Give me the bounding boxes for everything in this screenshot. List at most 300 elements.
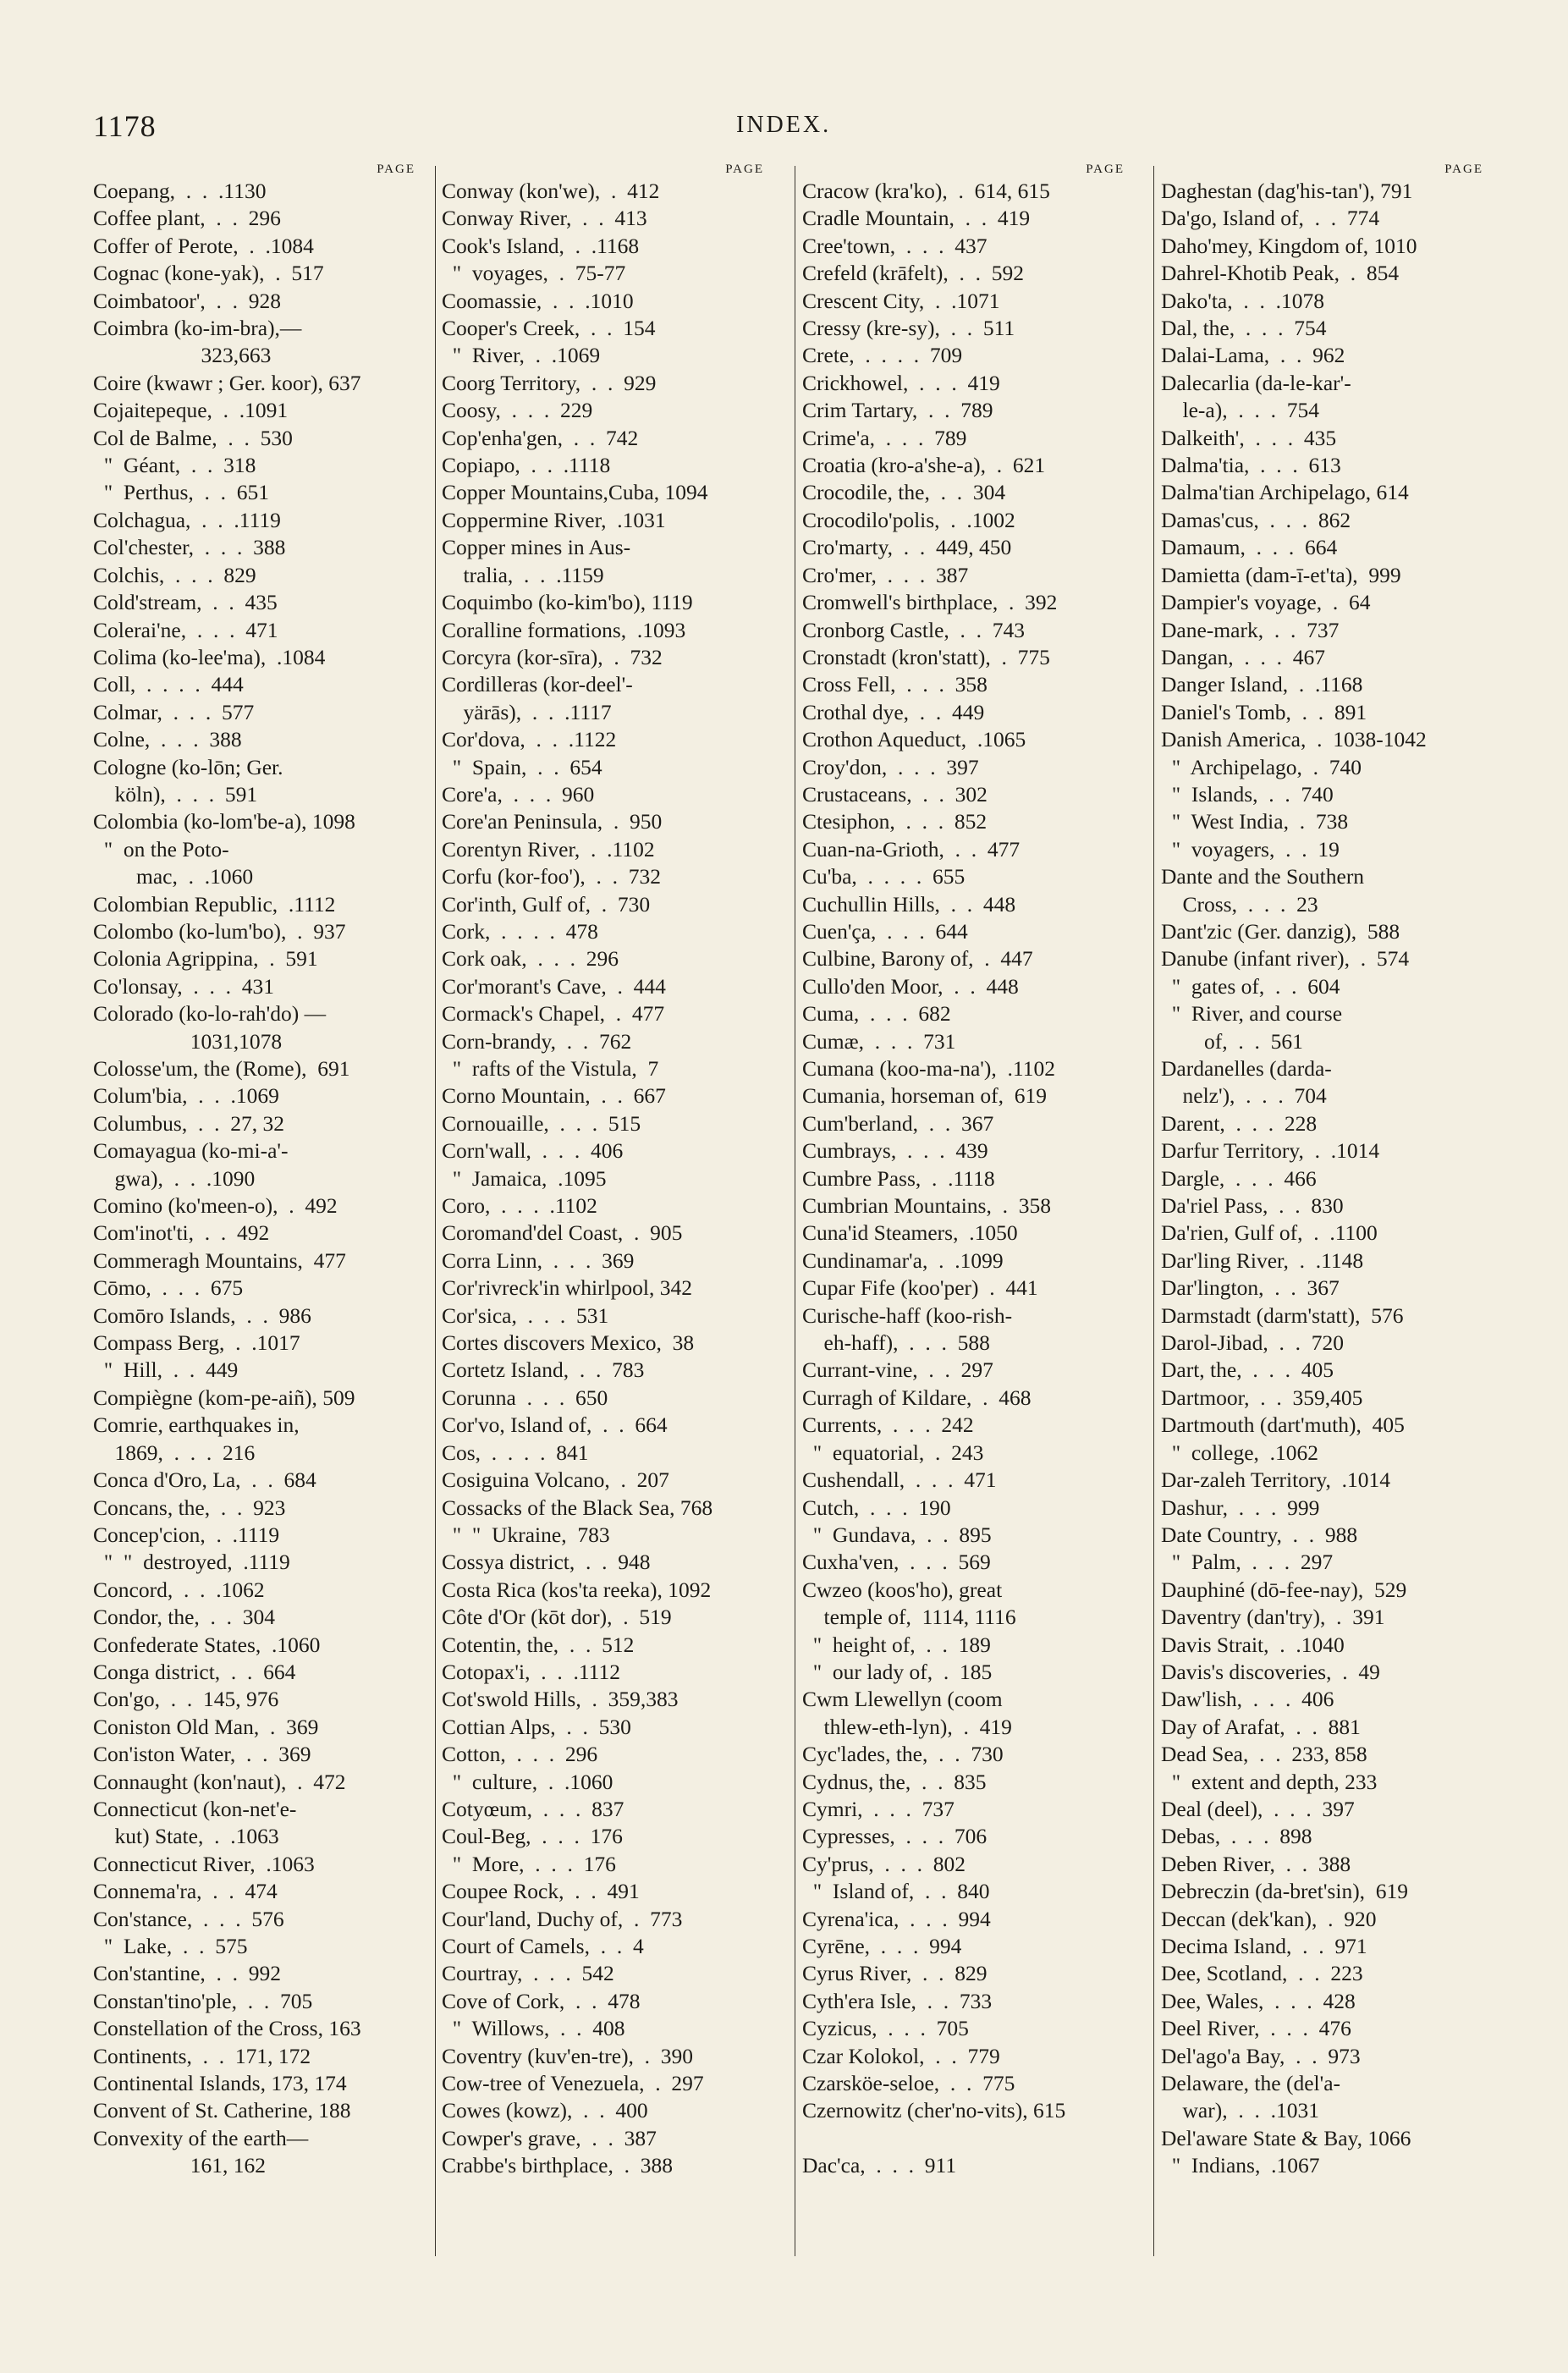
index-entry: Debreczin (da-bret'sin), 619 bbox=[1161, 1879, 1409, 1904]
index-entry: Cuen'ça, . . . 644 bbox=[802, 918, 968, 944]
index-entry: Cwzeo (koos'ho), great bbox=[802, 1577, 1003, 1602]
index-entry: war), . . .1031 bbox=[1161, 2098, 1319, 2123]
index-entry: Darol-Jibad, . . 720 bbox=[1161, 1330, 1345, 1356]
index-entry: Crescent City, . .1071 bbox=[802, 288, 1000, 313]
index-entry: temple of, 1114, 1116 bbox=[802, 1605, 1016, 1630]
index-entry: Deal (deel), . . . 397 bbox=[1161, 1796, 1355, 1821]
index-entry: " Indians, .1067 bbox=[1161, 2153, 1320, 2178]
index-entry bbox=[802, 2125, 1136, 2152]
index-entry: Colorado (ko-lo-rah'do) — bbox=[93, 1001, 327, 1027]
index-entry: Dac'ca, . . . 911 bbox=[802, 2153, 957, 2178]
index-entry: Curragh of Kildare, . 468 bbox=[802, 1385, 1032, 1410]
index-entry: Convexity of the earth— bbox=[93, 2125, 309, 2150]
index-entry: Cutch, . . . 190 bbox=[802, 1495, 951, 1520]
index-entry: Cressy (kre-sy), . . 511 bbox=[802, 316, 1015, 341]
index-entry: Cydnus, the, . . 835 bbox=[802, 1769, 987, 1794]
index-entry: Colombo (ko-lum'bo), . 937 bbox=[93, 918, 346, 944]
index-entry: " equatorial, . 243 bbox=[802, 1440, 984, 1465]
index-entry: Cor'vo, Island of, . . 664 bbox=[442, 1412, 668, 1438]
index-entry: Cushendall, . . . 471 bbox=[802, 1467, 997, 1493]
index-entry: Copper mines in Aus- bbox=[442, 535, 631, 560]
index-entry: Corfu (kor-foo'), . . 732 bbox=[442, 864, 662, 889]
index-entry: Crete, . . . . 709 bbox=[802, 343, 963, 368]
index-entry: Cold'stream, . . 435 bbox=[93, 590, 278, 615]
index-entry: " extent and depth, 233 bbox=[1161, 1769, 1378, 1794]
index-entry: Crickhowel, . . . 419 bbox=[802, 370, 1000, 395]
index-entry: " Géant, . . 318 bbox=[93, 453, 256, 478]
index-entry: " More, . . . 176 bbox=[442, 1851, 616, 1876]
index-entry: " our lady of, . 185 bbox=[802, 1659, 993, 1684]
index-entry: Dalma'tia, . . . 613 bbox=[1161, 453, 1341, 478]
index-entry: Coomassie, . . .1010 bbox=[442, 288, 634, 313]
index-entry: 161, 162 bbox=[93, 2153, 266, 2178]
column-page-heading: PAGE bbox=[1444, 162, 1483, 176]
index-entry: Del'ago'a Bay, . . 973 bbox=[1161, 2043, 1361, 2068]
index-entry: Damaum, . . . 664 bbox=[1161, 535, 1338, 560]
index-entry: Cuxha'ven, . . . 569 bbox=[802, 1550, 991, 1575]
index-entry: mac, . .1060 bbox=[93, 864, 254, 889]
index-entry: Concans, the, . . 923 bbox=[93, 1495, 286, 1520]
index-entry: Cosiguina Volcano, . 207 bbox=[442, 1467, 669, 1493]
index-entry: Dead Sea, . . 233, 858 bbox=[1161, 1742, 1367, 1767]
index-entry: Cracow (kra'ko), . 614, 615 bbox=[802, 179, 1050, 203]
entry-list bbox=[93, 178, 427, 2180]
index-entry: Czar Kolokol, . . 779 bbox=[802, 2043, 1000, 2068]
index-entry: Coppermine River, .1031 bbox=[442, 507, 666, 532]
index-entry: Cow-tree of Venezuela, . 297 bbox=[442, 2071, 704, 2096]
index-entry: Colombian Republic, .1112 bbox=[93, 891, 336, 917]
index-entry: Daw'lish, . . . 406 bbox=[1161, 1687, 1334, 1712]
index-entry: Coniston Old Man, . 369 bbox=[93, 1714, 319, 1739]
entry-list bbox=[442, 178, 776, 2180]
index-entry: Colima (ko-lee'ma), .1084 bbox=[93, 644, 326, 669]
index-entry: Col de Balme, . . 530 bbox=[93, 425, 293, 450]
index-entry: Cowes (kowz), . . 400 bbox=[442, 2098, 648, 2123]
index-entry: Con'go, . . 145, 976 bbox=[93, 1687, 279, 1712]
index-entry: Convent of St. Catherine, 188 bbox=[93, 2098, 351, 2123]
index-entry: Continents, . . 171, 172 bbox=[93, 2043, 311, 2068]
index-entry: Cook's Island, . .1168 bbox=[442, 233, 640, 258]
index-entry: Deccan (dek'kan), . 920 bbox=[1161, 1906, 1377, 1931]
index-entry: " Perthus, . . 651 bbox=[93, 480, 270, 505]
index-entry: kut) State, . .1063 bbox=[93, 1824, 279, 1849]
index-entry: Compass Berg, . .1017 bbox=[93, 1330, 300, 1356]
index-entry: " Jamaica, .1095 bbox=[442, 1165, 607, 1191]
index-entry: Dane-mark, . . 737 bbox=[1161, 617, 1340, 642]
index-entry: Del'aware State & Bay, 1066 bbox=[1161, 2125, 1411, 2150]
index-entry: Corn'wall, . . . 406 bbox=[442, 1138, 624, 1164]
index-entry: Cortes discovers Mexico, 38 bbox=[442, 1330, 695, 1356]
index-entry: Currant-vine, . . 297 bbox=[802, 1357, 993, 1383]
index-entry: Colonia Agrippina, . 591 bbox=[93, 946, 318, 972]
index-entry: Columbus, . . 27, 32 bbox=[93, 1110, 284, 1136]
index-entry: Cor'sica, . . . 531 bbox=[442, 1302, 609, 1328]
index-entry: Darmstadt (darm'statt), 576 bbox=[1161, 1302, 1404, 1328]
index-entry: gwa), . . .1090 bbox=[93, 1165, 256, 1191]
index-entry: " rafts of the Vistula, 7 bbox=[442, 1056, 659, 1081]
index-entry: Dante and the Southern bbox=[1161, 864, 1365, 889]
index-entry: Colum'bia, . . .1069 bbox=[93, 1083, 279, 1109]
column-divider bbox=[1153, 166, 1154, 2256]
index-entry: Core'a, . . . 960 bbox=[442, 781, 595, 807]
index-entry: Con'stance, . . . 576 bbox=[93, 1906, 284, 1931]
index-entry: Dalai-Lama, . . 962 bbox=[1161, 343, 1345, 368]
index-entry: Crocodilo'polis, . .1002 bbox=[802, 507, 1015, 532]
index-entry: Cumæ, . . . 731 bbox=[802, 1028, 956, 1054]
index-entry: Colne, . . . 388 bbox=[93, 727, 242, 752]
index-entry: Dargle, . . . 466 bbox=[1161, 1165, 1317, 1191]
index-entry: Cyrus River, . . 829 bbox=[802, 1961, 988, 1986]
index-entry: Cot'swold Hills, . 359,383 bbox=[442, 1687, 679, 1712]
index-entry: Cotyœum, . . . 837 bbox=[442, 1796, 624, 1821]
index-entry: Constellation of the Cross, 163 bbox=[93, 2016, 361, 2041]
index-entry: Dal, the, . . . 754 bbox=[1161, 316, 1327, 341]
index-entry: Crustaceans, . . 302 bbox=[802, 781, 988, 807]
index-entry: Cork oak, . . . 296 bbox=[442, 946, 619, 972]
index-entry: Dee, Scotland, . . 223 bbox=[1161, 1961, 1363, 1986]
index-entry: Culbine, Barony of, . 447 bbox=[802, 946, 1033, 972]
entry-list bbox=[1161, 178, 1495, 2180]
index-entry: Dant'zic (Ger. danzig), 588 bbox=[1161, 918, 1400, 944]
index-entry: Crabbe's birthplace, . 388 bbox=[442, 2153, 673, 2178]
index-entry: eh-haff), . . . 588 bbox=[802, 1330, 990, 1356]
index-entry: Cologne (ko-lōn; Ger. bbox=[93, 754, 283, 779]
index-entry: " gates of, . . 604 bbox=[1161, 973, 1340, 999]
index-entry: 323,663 bbox=[93, 343, 272, 368]
index-entry: Cordilleras (kor-deel'- bbox=[442, 672, 633, 697]
index-entry: Cognac (kone-yak), . 517 bbox=[93, 261, 324, 286]
index-entry: Copper Mountains,Cuba, 1094 bbox=[442, 480, 708, 505]
index-entry: Cuchullin Hills, . . 448 bbox=[802, 891, 1016, 917]
index-entry: of, . . 561 bbox=[1161, 1028, 1303, 1054]
index-entry: Coventry (kuv'en-tre), . 390 bbox=[442, 2043, 694, 2068]
index-entry: Cor'dova, . . .1122 bbox=[442, 727, 617, 752]
index-entry: Cumbrays, . . . 439 bbox=[802, 1138, 988, 1164]
index-entry: Cotopax'i, . . .1112 bbox=[442, 1659, 620, 1684]
index-entry: tralia, . . .1159 bbox=[442, 562, 604, 587]
index-entry: Cour'land, Duchy of, . 773 bbox=[442, 1906, 683, 1931]
index-entry: Cyc'lades, the, . . 730 bbox=[802, 1742, 1004, 1767]
index-entry: Costa Rica (kos'ta reeka), 1092 bbox=[442, 1577, 712, 1602]
index-entry: Concord, . . .1062 bbox=[93, 1577, 265, 1602]
index-entry: Comayagua (ko-mi-a'- bbox=[93, 1138, 289, 1164]
index-entry: Danish America, . 1038-1042 bbox=[1161, 727, 1427, 752]
index-entry: Cy'prus, . . . 802 bbox=[802, 1851, 966, 1876]
index-entry: Coimbra (ko-im-bra),— bbox=[93, 316, 302, 341]
index-entry: Davis Strait, . .1040 bbox=[1161, 1632, 1345, 1657]
index-entry: Dardanelles (darda- bbox=[1161, 1056, 1332, 1081]
index-entry: Cuna'id Steamers, .1050 bbox=[802, 1220, 1018, 1246]
index-entry: Delaware, the (del'a- bbox=[1161, 2071, 1341, 2096]
index-entry: Davis's discoveries, . 49 bbox=[1161, 1659, 1380, 1684]
index-entry: " college, .1062 bbox=[1161, 1440, 1319, 1465]
column-page-heading: PAGE bbox=[725, 162, 764, 176]
index-entry: Colchagua, . . .1119 bbox=[93, 507, 281, 532]
index-entry: " height of, . . 189 bbox=[802, 1632, 991, 1657]
index-entry: Dangan, . . . 467 bbox=[1161, 644, 1326, 669]
index-entry: Daho'mey, Kingdom of, 1010 bbox=[1161, 233, 1417, 258]
index-entry: Debas, . . . 898 bbox=[1161, 1824, 1312, 1849]
index-entry: Cor'rivreck'in whirlpool, 342 bbox=[442, 1275, 693, 1301]
index-entry: Connaught (kon'naut), . 472 bbox=[93, 1769, 346, 1794]
index-column-3 bbox=[802, 161, 1136, 2285]
index-entry: Comino (ko'meen-o), . 492 bbox=[93, 1193, 338, 1219]
index-entry: Copiapo, . . .1118 bbox=[442, 453, 611, 478]
index-entry: Coul-Beg, . . . 176 bbox=[442, 1824, 623, 1849]
index-entry: Cyzicus, . . . 705 bbox=[802, 2016, 969, 2041]
index-entry: Colosse'um, the (Rome), 691 bbox=[93, 1056, 350, 1081]
index-entry: Croatia (kro-a'she-a), . 621 bbox=[802, 453, 1046, 478]
index-columns bbox=[93, 161, 1481, 2285]
index-entry: Czarsköe-seloe, . . 775 bbox=[802, 2071, 1015, 2096]
index-entry: " Islands, . . 740 bbox=[1161, 781, 1334, 807]
index-entry: Danger Island, . .1168 bbox=[1161, 672, 1363, 697]
index-entry: 1031,1078 bbox=[93, 1028, 283, 1054]
index-entry: Cross, . . . 23 bbox=[1161, 891, 1318, 917]
index-entry: " voyagers, . . 19 bbox=[1161, 836, 1340, 862]
index-entry: Daghestan (dag'his-tan'), 791 bbox=[1161, 179, 1413, 203]
index-entry: Cottian Alps, . . 530 bbox=[442, 1714, 631, 1739]
entry-list bbox=[802, 178, 1136, 2180]
index-entry: Coro, . . . .1102 bbox=[442, 1193, 597, 1219]
index-entry: 1869, . . . 216 bbox=[93, 1440, 256, 1465]
index-entry: Connema'ra, . . 474 bbox=[93, 1879, 278, 1904]
index-entry: Cowper's grave, . . 387 bbox=[442, 2125, 657, 2150]
index-entry: " River, . .1069 bbox=[442, 343, 601, 368]
index-entry: Compiègne (kom-pe-aiñ), 509 bbox=[93, 1385, 355, 1410]
index-entry: Conway River, . . 413 bbox=[442, 206, 647, 231]
index-entry: Col'chester, . . . 388 bbox=[93, 535, 286, 560]
index-entry: Continental Islands, 173, 174 bbox=[93, 2071, 347, 2096]
index-entry: Cupar Fife (koo'per) . 441 bbox=[802, 1275, 1038, 1301]
index-column-1 bbox=[93, 161, 427, 2285]
index-entry: Cronborg Castle, . . 743 bbox=[802, 617, 1026, 642]
index-entry: Dalecarlia (da-le-kar'- bbox=[1161, 370, 1351, 395]
index-entry: Cooper's Creek, . . 154 bbox=[442, 316, 656, 341]
index-entry: Crim Tartary, . . 789 bbox=[802, 398, 993, 423]
index-entry: Conca d'Oro, La, . . 684 bbox=[93, 1467, 316, 1493]
index-entry: " " Ukraine, 783 bbox=[442, 1522, 610, 1547]
index-entry: Cypresses, . . . 706 bbox=[802, 1824, 988, 1849]
index-entry: Cu'ba, . . . . 655 bbox=[802, 864, 966, 889]
index-entry: Cotton, . . . 296 bbox=[442, 1742, 598, 1767]
index-entry: Dampier's voyage, . 64 bbox=[1161, 590, 1371, 615]
index-entry: Coupee Rock, . . 491 bbox=[442, 1879, 640, 1904]
index-entry: Commeragh Mountains, 477 bbox=[93, 1247, 346, 1273]
index-entry: Colmar, . . . 577 bbox=[93, 699, 255, 724]
index-entry: Dartmouth (dart'muth), 405 bbox=[1161, 1412, 1405, 1438]
index-entry: Crocodile, the, . . 304 bbox=[802, 480, 1006, 505]
index-entry: Connecticut River, .1063 bbox=[93, 1851, 315, 1876]
index-entry: Corcyra (kor-sīra), . 732 bbox=[442, 644, 663, 669]
index-entry: Cradle Mountain, . . 419 bbox=[802, 206, 1031, 231]
index-entry: Coralline formations, .1093 bbox=[442, 617, 686, 642]
index-entry: Crime'a, . . . 789 bbox=[802, 425, 967, 450]
index-entry: Cop'enha'gen, . . 742 bbox=[442, 425, 639, 450]
index-entry: " Spain, . . 654 bbox=[442, 754, 602, 779]
index-entry: Date Country, . . 988 bbox=[1161, 1522, 1358, 1547]
index-entry: Deben River, . . 388 bbox=[1161, 1851, 1351, 1876]
index-entry: Cronstadt (kron'statt), . 775 bbox=[802, 644, 1050, 669]
index-entry: Cove of Cork, . . 478 bbox=[442, 1988, 641, 2013]
index-entry: Currents, . . . 242 bbox=[802, 1412, 974, 1438]
index-entry: Dar'ling River, . .1148 bbox=[1161, 1247, 1364, 1273]
index-entry: Comōro Islands, . . 986 bbox=[93, 1302, 311, 1328]
index-entry: " West India, . 738 bbox=[1161, 809, 1349, 834]
index-entry: " River, and course bbox=[1161, 1001, 1343, 1027]
index-entry: Cree'town, . . . 437 bbox=[802, 233, 988, 258]
index-entry: Cum'berland, . . 367 bbox=[802, 1110, 994, 1136]
index-entry: Darfur Territory, . .1014 bbox=[1161, 1138, 1380, 1164]
index-entry: Cortetz Island, . . 783 bbox=[442, 1357, 645, 1383]
index-entry: Daniel's Tomb, . . 891 bbox=[1161, 699, 1367, 724]
index-entry: köln), . . . 591 bbox=[93, 781, 258, 807]
index-entry: Coorg Territory, . . 929 bbox=[442, 370, 657, 395]
index-entry: Core'an Peninsula, . 950 bbox=[442, 809, 663, 834]
index-entry: Darent, . . . 228 bbox=[1161, 1110, 1318, 1136]
index-entry: Connecticut (kon-net'e- bbox=[93, 1796, 297, 1821]
index-entry: Cumbrian Mountains, . 358 bbox=[802, 1193, 1051, 1219]
index-entry: Cor'inth, Gulf of, . 730 bbox=[442, 891, 651, 917]
index-entry: Coosy, . . . 229 bbox=[442, 398, 593, 423]
index-entry: Dalma'tian Archipelago, 614 bbox=[1161, 480, 1409, 505]
index-entry: Coire (kwawr ; Ger. koor), 637 bbox=[93, 370, 361, 395]
index-entry: " Gundava, . . 895 bbox=[802, 1522, 992, 1547]
index-entry: Cumania, horseman of, 619 bbox=[802, 1083, 1047, 1109]
index-column-4 bbox=[1161, 161, 1495, 2285]
index-entry: Curische-haff (koo-rish- bbox=[802, 1302, 1013, 1328]
index-entry: " culture, . .1060 bbox=[442, 1769, 613, 1794]
index-entry: Damietta (dam-ī-et'ta), 999 bbox=[1161, 562, 1401, 587]
index-entry: yärās), . . .1117 bbox=[442, 699, 612, 724]
column-page-heading: PAGE bbox=[1086, 162, 1125, 176]
index-entry: Dart, the, . . . 405 bbox=[1161, 1357, 1334, 1383]
index-entry: " Archipelago, . 740 bbox=[1161, 754, 1362, 779]
index-entry: Concep'cion, . .1119 bbox=[93, 1522, 280, 1547]
index-entry: Coimbatoor', . . 928 bbox=[93, 288, 282, 313]
index-entry: Da'go, Island of, . . 774 bbox=[1161, 206, 1380, 231]
index-entry: Cyth'era Isle, . . 733 bbox=[802, 1988, 993, 2013]
index-entry: Confederate States, .1060 bbox=[93, 1632, 321, 1657]
index-entry: Crothal dye, . . 449 bbox=[802, 699, 985, 724]
column-page-heading: PAGE bbox=[377, 162, 415, 176]
index-entry: Crothon Aqueduct, .1065 bbox=[802, 727, 1026, 752]
index-entry: Condor, the, . . 304 bbox=[93, 1605, 276, 1630]
index-entry: Cork, . . . . 478 bbox=[442, 918, 598, 944]
index-entry: Cundinamar'a, . .1099 bbox=[802, 1247, 1004, 1273]
index-entry: " voyages, . 75-77 bbox=[442, 261, 626, 286]
index-entry: Da'riel Pass, . . 830 bbox=[1161, 1193, 1344, 1219]
index-entry: Cojaitepeque, . .1091 bbox=[93, 398, 289, 423]
index-entry: Colerai'ne, . . . 471 bbox=[93, 617, 278, 642]
index-entry: " Lake, . . 575 bbox=[93, 1934, 248, 1958]
index-entry: Cumbre Pass, . .1118 bbox=[802, 1165, 995, 1191]
index-entry: Cossacks of the Black Sea, 768 bbox=[442, 1495, 713, 1520]
index-entry: Cromwell's birthplace, . 392 bbox=[802, 590, 1058, 615]
index-entry: nelz'), . . . 704 bbox=[1161, 1083, 1327, 1109]
index-entry: Cuan-na-Grioth, . . 477 bbox=[802, 836, 1021, 862]
index-entry: Dashur, . . . 999 bbox=[1161, 1495, 1320, 1520]
index-entry: Cōmo, . . . 675 bbox=[93, 1275, 244, 1301]
index-entry: Cor'morant's Cave, . 444 bbox=[442, 973, 666, 999]
index-entry: thlew-eth-lyn), . 419 bbox=[802, 1714, 1012, 1739]
index-entry: Cymri, . . . 737 bbox=[802, 1796, 955, 1821]
index-entry: Ctesiphon, . . . 852 bbox=[802, 809, 988, 834]
index-entry: Damas'cus, . . . 862 bbox=[1161, 507, 1351, 532]
index-entry: Con'stantine, . . 992 bbox=[93, 1961, 282, 1986]
index-entry: " " destroyed, .1119 bbox=[93, 1550, 290, 1575]
index-entry: Coffee plant, . . 296 bbox=[93, 206, 281, 231]
index-entry: " Willows, . . 408 bbox=[442, 2016, 625, 2041]
index-entry: Corra Linn, . . . 369 bbox=[442, 1247, 635, 1273]
index-entry: Cross Fell, . . . 358 bbox=[802, 672, 988, 697]
index-entry: " on the Poto- bbox=[93, 836, 229, 862]
index-entry: Coromand'del Coast, . 905 bbox=[442, 1220, 683, 1246]
index-entry: Cotentin, the, . . 512 bbox=[442, 1632, 635, 1657]
index-entry: Conga district, . . 664 bbox=[93, 1659, 296, 1684]
index-entry: Corno Mountain, . . 667 bbox=[442, 1083, 666, 1109]
index-entry: Co'lonsay, . . . 431 bbox=[93, 973, 275, 999]
index-entry: Corentyn River, . .1102 bbox=[442, 836, 655, 862]
index-entry: Cro'mer, . . . 387 bbox=[802, 562, 969, 587]
index-entry: " Palm, . . . 297 bbox=[1161, 1550, 1334, 1575]
index-entry: Com'inot'ti, . . 492 bbox=[93, 1220, 270, 1246]
index-entry: Coll, . . . . 444 bbox=[93, 672, 244, 697]
index-entry: Dar-zaleh Territory, .1014 bbox=[1161, 1467, 1391, 1493]
index-entry: Decima Island, . . 971 bbox=[1161, 1934, 1367, 1958]
index-entry: Danube (infant river), . 574 bbox=[1161, 946, 1410, 972]
index-entry: Cuma, . . . 682 bbox=[802, 1001, 951, 1027]
page-number: 1178 bbox=[93, 109, 157, 143]
index-entry: Dahrel-Khotib Peak, . 854 bbox=[1161, 261, 1400, 286]
index-entry: Croy'don, . . . 397 bbox=[802, 754, 979, 779]
index-entry: Colombia (ko-lom'be-a), 1098 bbox=[93, 809, 355, 834]
index-entry: Czernowitz (cher'no-vits), 615 bbox=[802, 2098, 1066, 2123]
index-entry: Dauphiné (dō-fee-nay), 529 bbox=[1161, 1577, 1407, 1602]
index-entry: Dee, Wales, . . . 428 bbox=[1161, 1988, 1356, 2013]
index-entry: Con'iston Water, . . 369 bbox=[93, 1742, 311, 1767]
index-entry: Corunna . . . 650 bbox=[442, 1385, 608, 1410]
index-entry: Coquimbo (ko-kim'bo), 1119 bbox=[442, 590, 693, 615]
index-entry: le-a), . . . 754 bbox=[1161, 398, 1319, 423]
index-entry: Cyrena'ica, . . . 994 bbox=[802, 1906, 991, 1931]
index-entry: Da'rien, Gulf of, . .1100 bbox=[1161, 1220, 1378, 1246]
index-entry: Cumana (koo-ma-na'), .1102 bbox=[802, 1056, 1055, 1081]
index-entry: Daventry (dan'try), . 391 bbox=[1161, 1605, 1385, 1630]
index-entry: Dalkeith', . . . 435 bbox=[1161, 425, 1337, 450]
running-title: INDEX. bbox=[736, 112, 832, 138]
page-header bbox=[93, 108, 1481, 151]
index-entry: Courtray, . . . 542 bbox=[442, 1961, 614, 1986]
index-entry: Coepang, . . .1130 bbox=[93, 179, 267, 203]
index-entry: Court of Camels, . . 4 bbox=[442, 1934, 644, 1958]
index-entry: Day of Arafat, . . 881 bbox=[1161, 1714, 1361, 1739]
index-column-2 bbox=[442, 161, 776, 2285]
index-entry: Côte d'Or (kōt dor), . 519 bbox=[442, 1605, 672, 1630]
index-entry: Cos, . . . . 841 bbox=[442, 1440, 589, 1465]
index-entry: " Island of, . . 840 bbox=[802, 1879, 990, 1904]
index-entry: Corn-brandy, . . 762 bbox=[442, 1028, 632, 1054]
index-entry: " Hill, . . 449 bbox=[93, 1357, 239, 1383]
index-entry: Cullo'den Moor, . . 448 bbox=[802, 973, 1019, 999]
index-entry: Dar'lington, . . 367 bbox=[1161, 1275, 1340, 1301]
index-entry: Colchis, . . . 829 bbox=[93, 562, 256, 587]
index-entry: Crefeld (krāfelt), . . 592 bbox=[802, 261, 1024, 286]
index-entry: Cornouaille, . . . 515 bbox=[442, 1110, 641, 1136]
index-entry: Cro'marty, . . 449, 450 bbox=[802, 535, 1012, 560]
index-entry: Cormack's Chapel, . 477 bbox=[442, 1001, 665, 1027]
index-entry: Cossya district, . . 948 bbox=[442, 1550, 651, 1575]
